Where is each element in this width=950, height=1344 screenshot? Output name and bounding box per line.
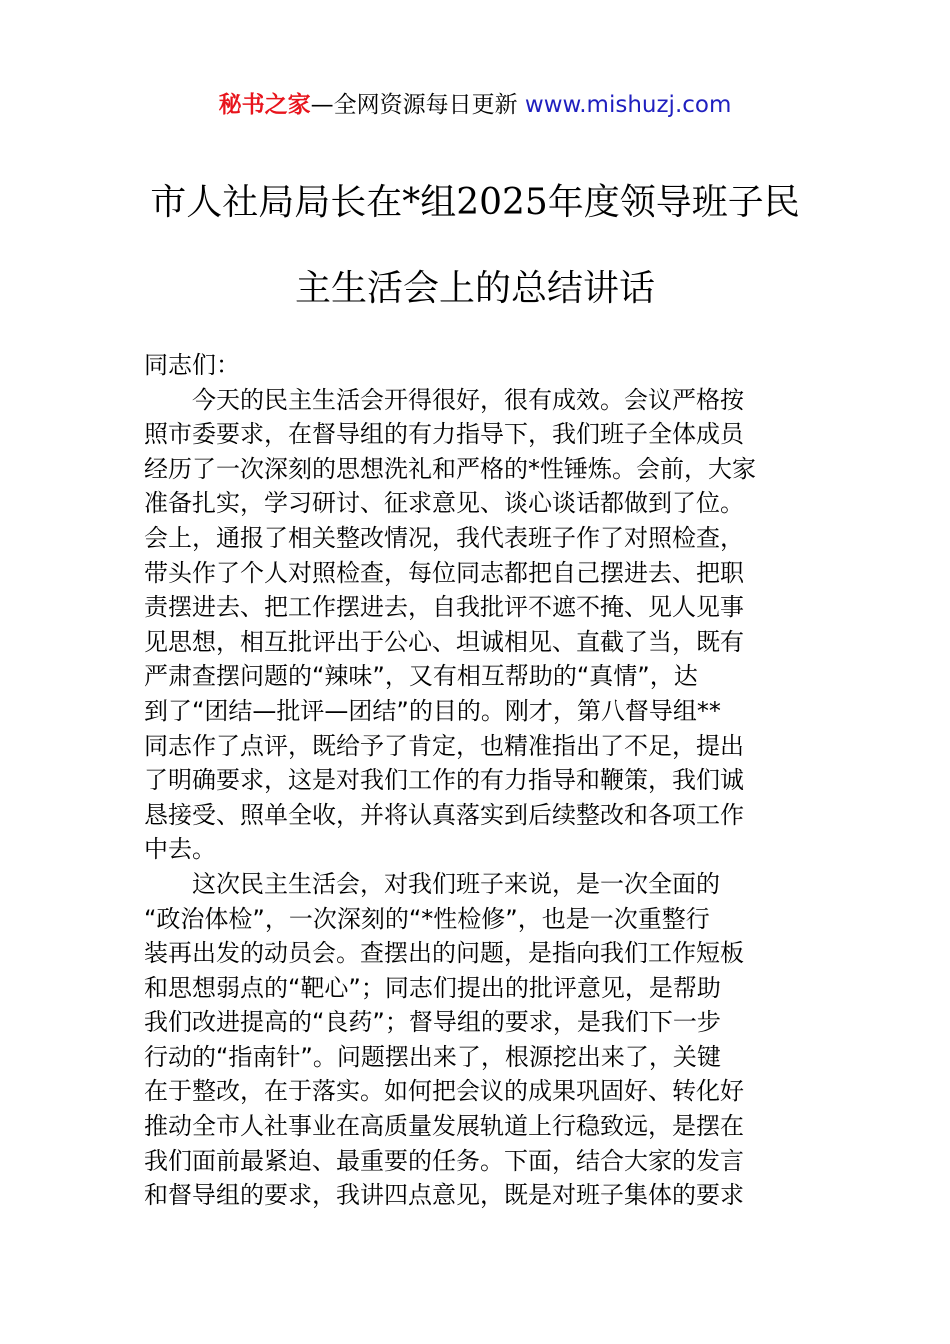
body-line: 会上，通报了相关整改情况，我代表班子作了对照检查，: [144, 523, 744, 552]
body-line: 带头作了个人对照检查，每位同志都把自己摆进去、把职: [144, 558, 744, 587]
body-line: 这次民主生活会，对我们班子来说，是一次全面的: [144, 869, 720, 898]
body-line: 我们面前最紧迫、最重要的任务。下面，结合大家的发言: [144, 1146, 744, 1175]
body-line: “政治体检”，一次深刻的“*性检修”，也是一次重整行: [144, 904, 710, 933]
document-body: [144, 348, 808, 1213]
site-header: [0, 88, 950, 122]
body-line: 推动全市人社事业在高质量发展轨道上行稳致远，是摆在: [144, 1112, 744, 1141]
document-title: [100, 160, 850, 332]
body-line: 见思想，相互批评出于公心、坦诚相见、直截了当，既有: [144, 627, 744, 656]
body-line: 和思想弱点的“靶心”；同志们提出的批评意见，是帮助: [144, 973, 721, 1002]
title-line: 主生活会上的总结讲话: [294, 268, 655, 309]
body-line: 装再出发的动员会。查摆出的问题，是指向我们工作短板: [144, 939, 744, 968]
body-line: 恳接受、照单全收，并将认真落实到后续整改和各项工作: [144, 800, 744, 829]
body-line: 同志作了点评，既给予了肯定，也精准指出了不足，提出: [144, 731, 744, 760]
body-line: 照市委要求，在督导组的有力指导下，我们班子全体成员: [144, 420, 744, 449]
body-line: 我们改进提高的“良药”；督导组的要求，是我们下一步: [144, 1008, 721, 1037]
salutation: 同志们：: [144, 351, 240, 379]
site-tagline: —全网资源每日更新: [310, 92, 518, 118]
body-line: 今天的民主生活会开得很好，很有成效。会议严格按: [144, 385, 744, 414]
body-line: 准备扎实，学习研讨、征求意见、谈心谈话都做到了位。: [144, 489, 744, 518]
body-line: 在于整改，在于落实。如何把会议的成果巩固好、转化好: [144, 1077, 744, 1106]
body-line: 中去。: [144, 835, 216, 864]
site-brand: 秘书之家: [218, 92, 311, 118]
body-line: 责摆进去、把工作摆进去，自我批评不遮不掩、见人见事: [144, 593, 744, 622]
title-line: 市人社局局长在*组2025年度领导班子民: [150, 182, 800, 223]
body-line: 经历了一次深刻的思想洗礼和严格的*性锤炼。会前，大家: [144, 454, 756, 483]
body-line: 到了“团结—批评—团结”的目的。刚才，第八督导组**: [144, 696, 721, 725]
body-line: 和督导组的要求，我讲四点意见，既是对班子集体的要求: [144, 1181, 744, 1210]
body-line: 严肃查摆问题的“辣味”，又有相互帮助的“真情”，达: [144, 662, 698, 691]
site-url-link[interactable]: www.mishuzj.com: [524, 92, 732, 118]
body-line: 行动的“指南针”。问题摆出来了，根源挖出来了，关键: [144, 1042, 721, 1071]
body-line: 了明确要求，这是对我们工作的有力指导和鞭策，我们诚: [144, 766, 744, 795]
